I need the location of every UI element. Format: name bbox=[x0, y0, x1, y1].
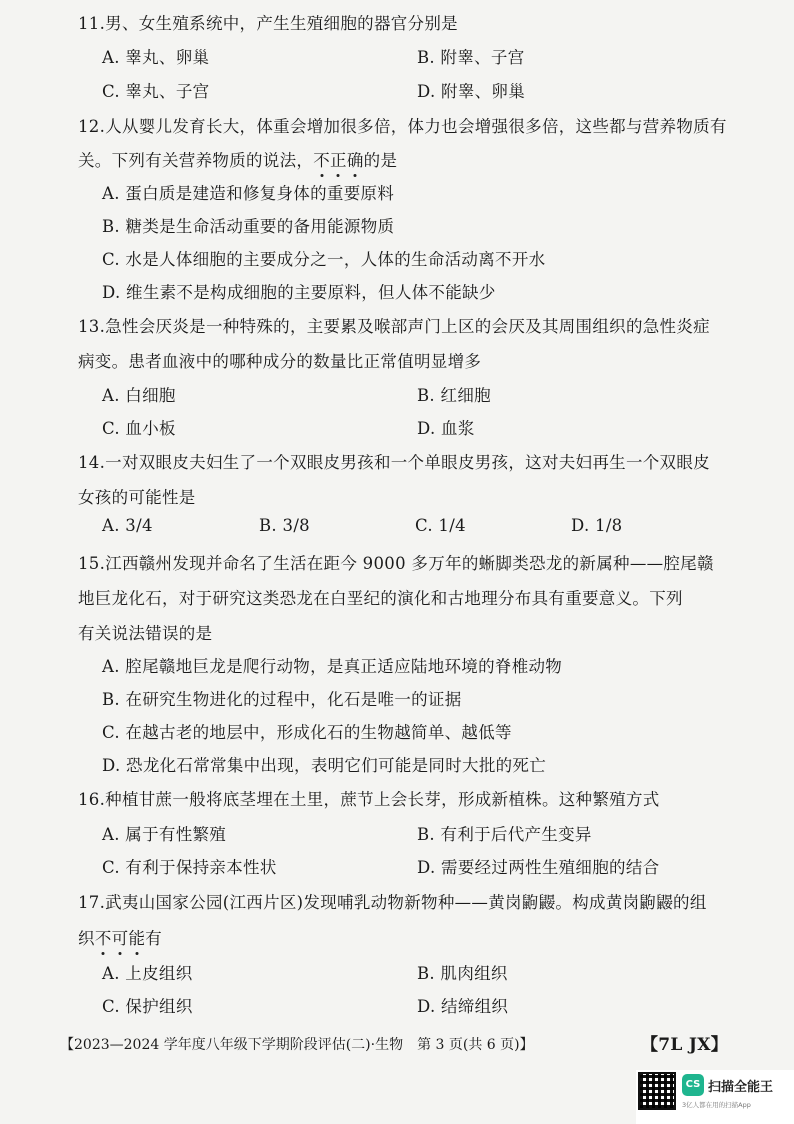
q12-option-d: D. 维生素不是构成细胞的主要原料，但人体不能缺少 bbox=[102, 283, 496, 302]
q12-option-a: A. 蛋白质是建造和修复身体的重要原料 bbox=[102, 184, 395, 203]
q12-option-c: C. 水是人体细胞的主要成分之一，人体的生命活动离不开水 bbox=[102, 250, 546, 269]
q13-stem-line1: 13.急性会厌炎是一种特殊的，主要累及喉部声门上区的会厌及其周围组织的急性炎症 bbox=[78, 317, 710, 336]
q15-stem-line1: 15.江西赣州发现并命名了生活在距今 9000 多万年的蜥脚类恐龙的新属种——腔尾赣 bbox=[78, 554, 714, 573]
q17-stem-text-end: 有 bbox=[145, 929, 163, 948]
q13-option-b: B. 红细胞 bbox=[417, 386, 491, 405]
q14-stem-line1: 14.一对双眼皮夫妇生了一个双眼皮男孩和一个单眼皮男孩，这对夫妇再生一个双眼皮 bbox=[78, 453, 710, 472]
watermark-tagline: 3亿人都在用的扫描App bbox=[682, 1101, 751, 1109]
emphasis-char: 可 bbox=[112, 925, 129, 949]
q12-stem-line1: 12.人从婴儿发育长大，体重会增加很多倍，体力也会增强很多倍，这些都与营养物质有 bbox=[78, 117, 727, 136]
q13-option-a: A. 白细胞 bbox=[102, 386, 176, 405]
q14-stem-line2: 女孩的可能性是 bbox=[78, 488, 196, 507]
q11-option-b: B. 附睾、子宫 bbox=[417, 48, 525, 67]
emphasis-char: 能 bbox=[128, 925, 145, 949]
q15-option-d: D. 恐龙化石常常集中出现，表明它们可能是同时大批的死亡 bbox=[102, 756, 547, 775]
q13-option-d: D. 血浆 bbox=[417, 419, 475, 438]
q16-option-c: C. 有利于保持亲本性状 bbox=[102, 858, 277, 877]
q14-option-c: C. 1/4 bbox=[415, 516, 466, 535]
q16-option-b: B. 有利于后代产生变异 bbox=[417, 825, 592, 844]
q11-stem: 11.男、女生殖系统中，产生生殖细胞的器官分别是 bbox=[78, 14, 458, 33]
q16-option-a: A. 属于有性繁殖 bbox=[102, 825, 227, 844]
q15-stem-line3: 有关说法错误的是 bbox=[78, 624, 213, 643]
q15-option-a: A. 腔尾赣地巨龙是爬行动物，是真正适应陆地环境的脊椎动物 bbox=[102, 657, 563, 676]
emphasis-char: 正 bbox=[330, 147, 347, 171]
q13-stem-line2: 病变。患者血液中的哪种成分的数量比正常值明显增多 bbox=[78, 352, 482, 371]
q16-stem: 16.种植甘蔗一般将底茎埋在土里，蔗节上会长芽，形成新植株。这种繁殖方式 bbox=[78, 790, 660, 809]
q14-option-b: B. 3/8 bbox=[259, 516, 310, 535]
q13-option-c: C. 血小板 bbox=[102, 419, 176, 438]
q15-option-c: C. 在越古老的地层中，形成化石的生物越简单、越低等 bbox=[102, 723, 512, 742]
q11-option-d: D. 附睾、卵巢 bbox=[417, 82, 526, 101]
q17-option-d: D. 结缔组织 bbox=[417, 997, 509, 1016]
q12-stem-line2 bbox=[78, 147, 397, 171]
emphasis-char: 不 bbox=[95, 925, 112, 949]
exam-code: 【7L JX】 bbox=[641, 1035, 729, 1055]
q15-option-b: B. 在研究生物进化的过程中，化石是唯一的证据 bbox=[102, 690, 462, 709]
q16-option-d: D. 需要经过两性生殖细胞的结合 bbox=[417, 858, 660, 877]
qr-code-icon bbox=[638, 1072, 676, 1110]
q14-option-a: A. 3/4 bbox=[102, 516, 153, 535]
scanner-watermark bbox=[636, 1070, 794, 1124]
q14-option-d: D. 1/8 bbox=[571, 516, 623, 535]
watermark-app-name: 扫描全能王 bbox=[708, 1080, 774, 1095]
q17-stem-line2 bbox=[78, 925, 162, 949]
q17-option-a: A. 上皮组织 bbox=[102, 964, 193, 983]
camscanner-logo-icon: CS bbox=[682, 1074, 704, 1096]
q15-stem-line2: 地巨龙化石，对于研究这类恐龙在白垩纪的演化和古地理分布具有重要意义。下列 bbox=[78, 589, 683, 608]
q12-option-b: B. 糖类是生命活动重要的备用能源物质 bbox=[102, 217, 395, 236]
q12-stem-text-end: 的是 bbox=[363, 151, 398, 170]
q12-stem-text: 关。下列有关营养物质的说法， bbox=[78, 151, 314, 170]
q17-stem-text: 织 bbox=[78, 929, 95, 948]
emphasis-char: 确 bbox=[347, 147, 364, 171]
q17-stem-line1: 17.武夷山国家公园(江西片区)发现哺乳动物新物种——黄岗鼩鼹。构成黄岗鼩鼹的组 bbox=[78, 893, 707, 912]
q11-option-a: A. 睾丸、卵巢 bbox=[102, 48, 210, 67]
q17-option-c: C. 保护组织 bbox=[102, 997, 193, 1016]
emphasis-char: 不 bbox=[313, 147, 330, 171]
page-footer: 【2023—2024 学年度八年级下学期阶段评估(二)·生物 第 3 页(共 6 页)】 bbox=[60, 1037, 534, 1053]
q11-option-c: C. 睾丸、子宫 bbox=[102, 82, 210, 101]
q17-option-b: B. 肌肉组织 bbox=[417, 964, 508, 983]
